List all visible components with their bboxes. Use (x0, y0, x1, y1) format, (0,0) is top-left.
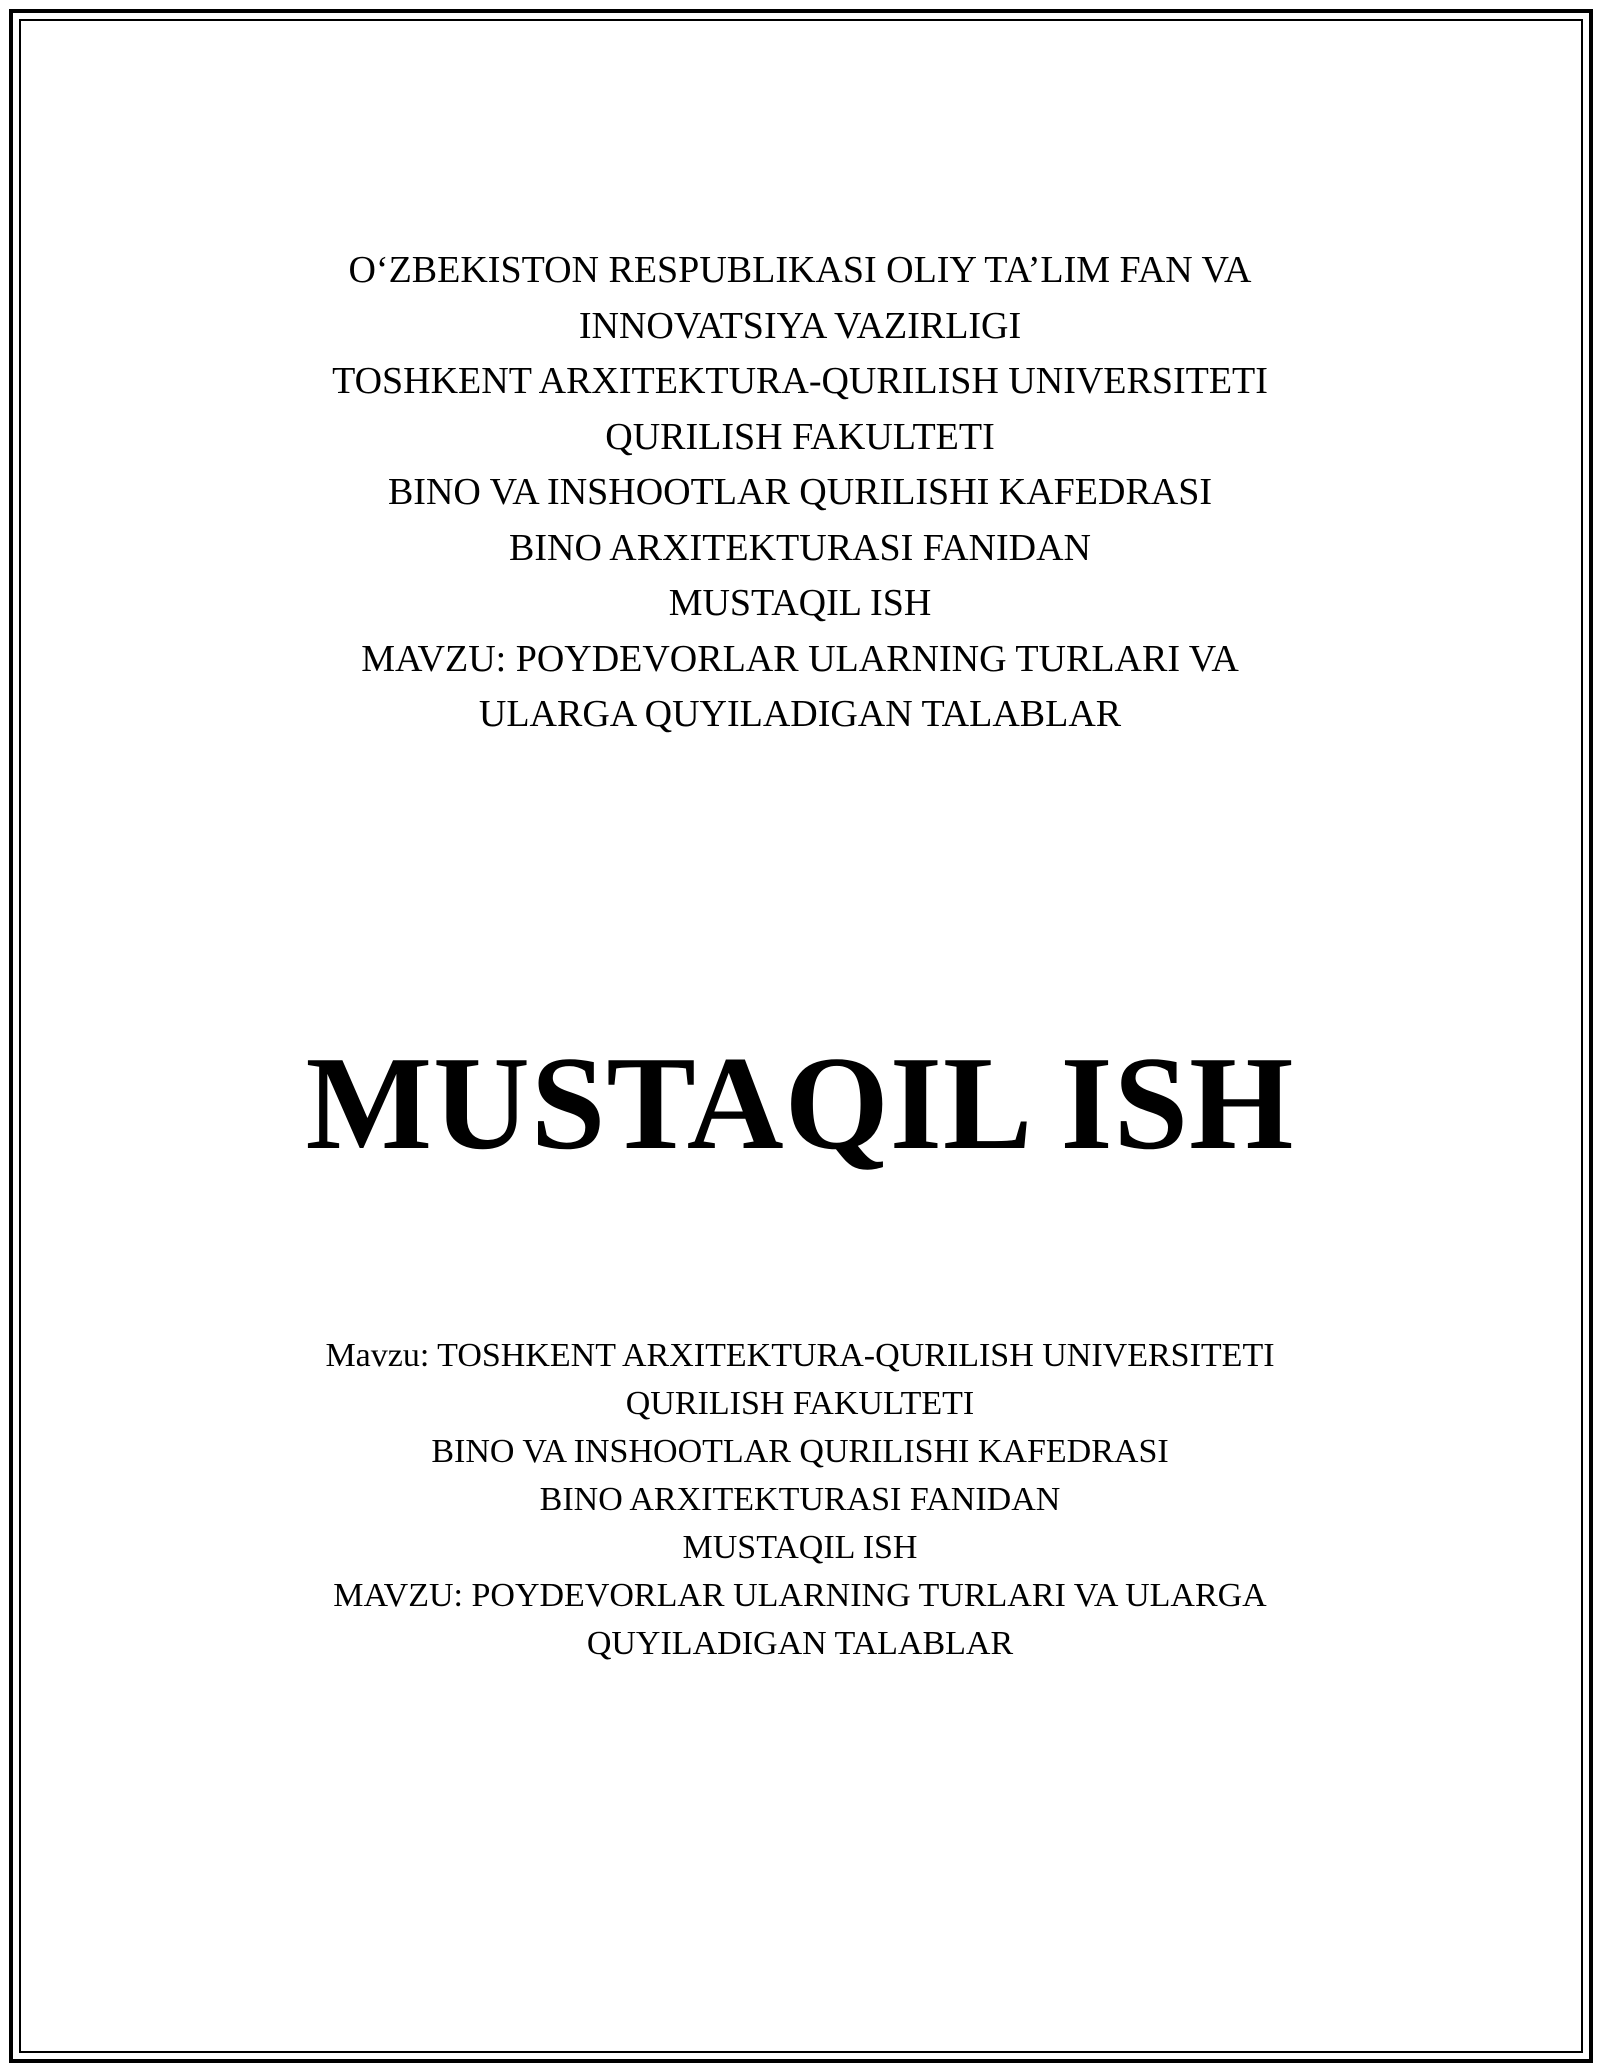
footer-line-topic-university: Mavzu: TOSHKENT ARXITEKTURA-QURILISH UNIVERSITETI (325, 1337, 1275, 1374)
header-line-topic: MAVZU: POYDEVORLAR ULARNING TURLARI VA (361, 637, 1239, 680)
header-line-university: TOSHKENT ARXITEKTURA-QURILISH UNIVERSITETI (332, 360, 1268, 402)
footer-line-topic-cont: QUYILADIGAN TALABLAR (586, 1625, 1014, 1662)
header-line-faculty: QURILISH FAKULTETI (605, 415, 995, 458)
header-block (100, 243, 1500, 743)
header-line-ministry-cont: INNOVATSIYA VAZIRLIGI (578, 304, 1022, 347)
page-title: MUSTAQIL ISH (305, 1029, 1295, 1177)
header-line-topic-cont: ULARGA QUYILADIGAN TALABLAR (478, 693, 1122, 735)
header-line-work-type: MUSTAQIL ISH (668, 582, 932, 624)
header-line-subject: BINO ARXITEKTURASI FANIDAN (509, 526, 1091, 569)
footer-line-topic: MAVZU: POYDEVORLAR ULARNING TURLARI VA ULARGA (333, 1577, 1267, 1614)
footer-line-faculty: QURILISH FAKULTETI (625, 1385, 975, 1422)
header-line-ministry: O‘ZBEKISTON RESPUBLIKASI OLIY TA’LIM FAN VA (348, 249, 1252, 291)
footer-line-department: BINO VA INSHOOTLAR QURILISHI KAFEDRASI (431, 1433, 1169, 1470)
footer-line-subject: BINO ARXITEKTURASI FANIDAN (539, 1481, 1061, 1518)
footer-block (100, 1332, 1500, 1668)
footer-line-work-type: MUSTAQIL ISH (682, 1529, 918, 1566)
header-line-department: BINO VA INSHOOTLAR QURILISHI KAFEDRASI (387, 471, 1213, 513)
